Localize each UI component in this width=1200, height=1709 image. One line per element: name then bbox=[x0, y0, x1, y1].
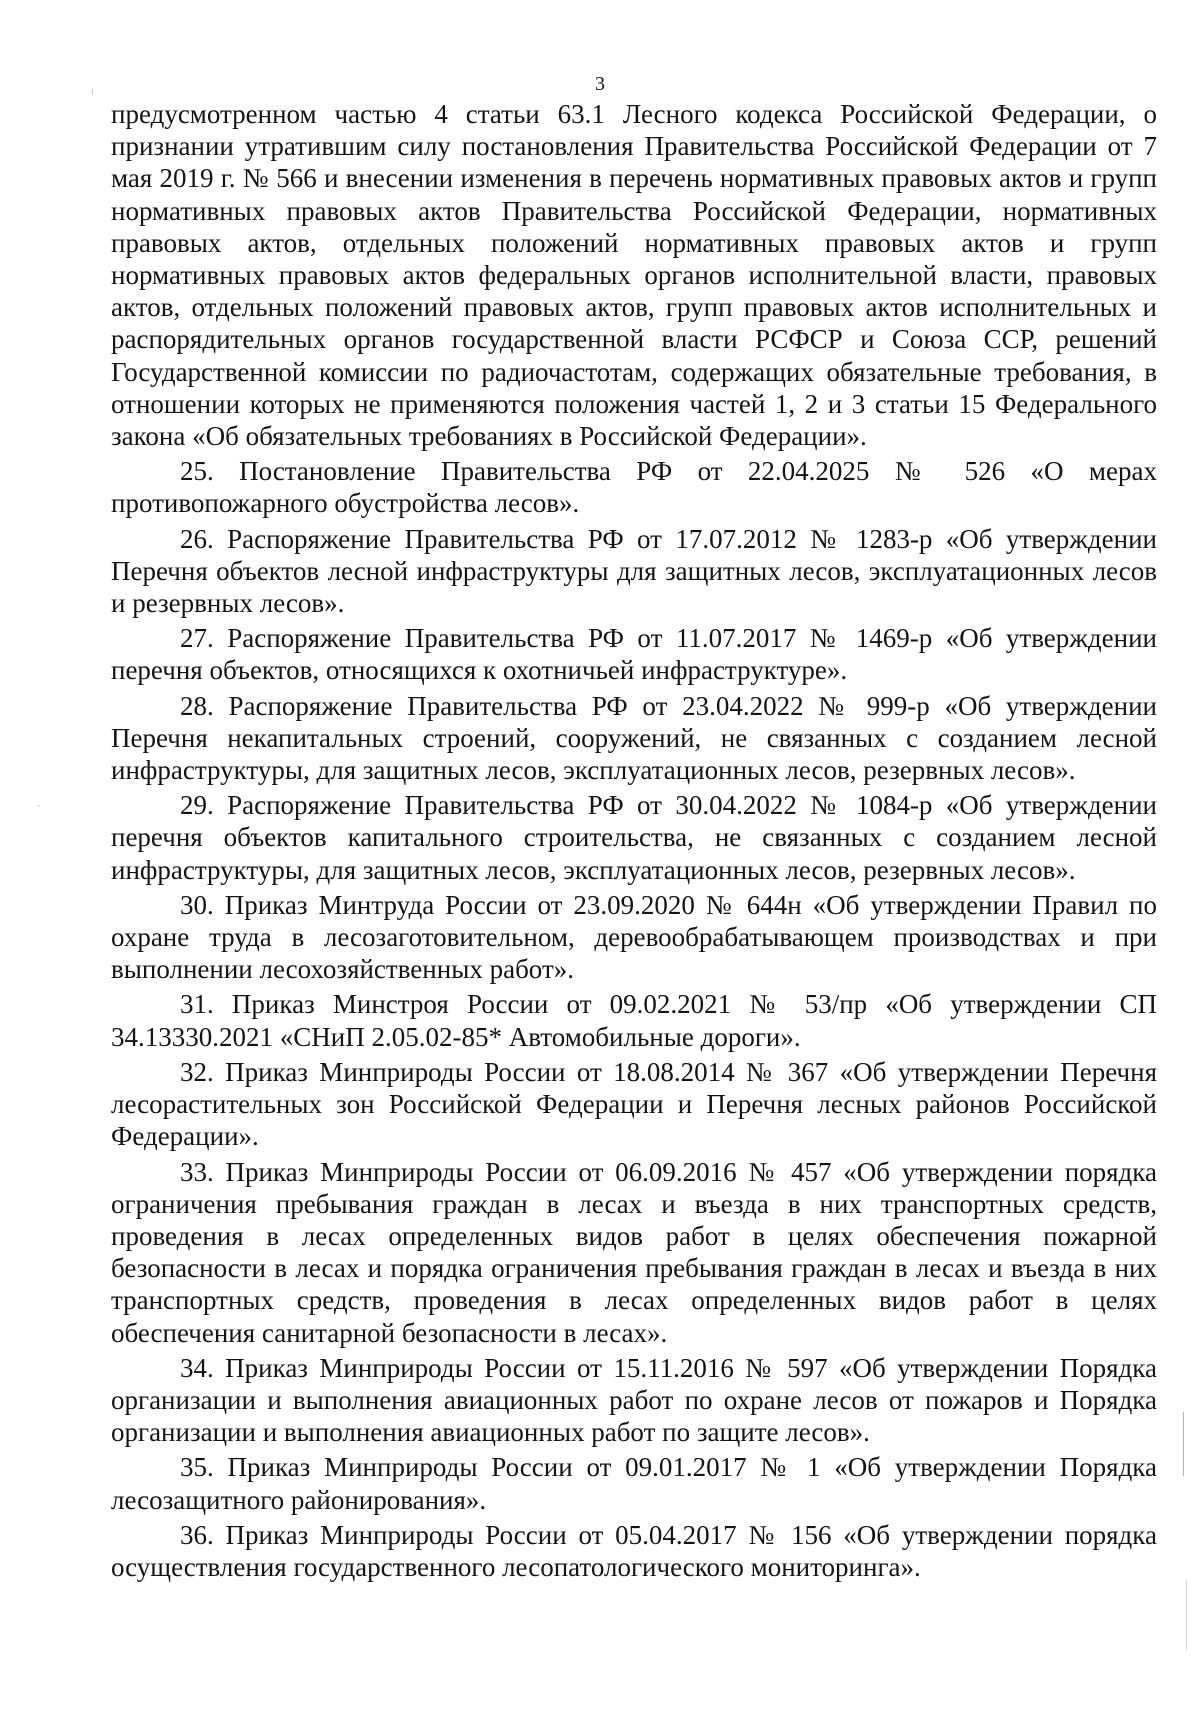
paragraph-continuation: предусмотренном частью 4 статьи 63.1 Лесного кодекса Российской Федерации, о признании утратившим силу постановления Правительства Российской Федерации от 7 мая 2019 г. № 566 и внесении изменения в перечень нормативных правовых актов и групп нормативных правовых актов Правительства Российской Федерации, нормативных правовых актов, отдельных положений нормативных правовых актов и групп нормативных правовых актов федеральных органов исполнительной власти, правовых актов, отдельных положений правовых актов, групп правовых актов исполнительных и распорядительных органов государственной власти РСФСР и Союза ССР, решений Государственной комиссии по радиочастотам, содержащих обязательные требования, в отношении которых не применяются положения частей 1, 2 и 3 статьи 15 Федерального закона «Об обязательных требованиях в Российской Федерации». bbox=[111, 99, 1157, 452]
list-item-36: 36. Приказ Минприроды России от 05.04.2017 № 156 «Об утверждении порядка осуществления государственного лесопатологического мониторинга». bbox=[111, 1519, 1157, 1582]
list-item-32: 32. Приказ Минприроды России от 18.08.2014 № 367 «Об утверждении Перечня лесорастительных зон Российской Федерации и Перечня лесных районов Российской Федерации». bbox=[111, 1056, 1157, 1152]
scan-artifact bbox=[92, 88, 93, 95]
page-number: 3 bbox=[595, 73, 605, 95]
list-item-28: 28. Распоряжение Правительства РФ от 23.04.2022 № 999-р «Об утверждении Перечня некапитальных строений, сооружений, не связанных с созданием лесной инфраструктуры, для защитных лесов, эксплуатационных лесов, резервных лесов». bbox=[111, 690, 1157, 786]
list-item-25: 25. Постановление Правительства РФ от 22.04.2025 № 526 «О мерах противопожарного обустройства лесов». bbox=[111, 456, 1157, 519]
list-item-27: 27. Распоряжение Правительства РФ от 11.07.2017 № 1469-р «Об утверждении перечня объектов, относящихся к охотничьей инфраструктуре». bbox=[111, 623, 1157, 686]
list-item-26: 26. Распоряжение Правительства РФ от 17.07.2012 № 1283-р «Об утверждении Перечня объектов лесной инфраструктуры для защитных лесов, эксплуатационных лесов и резервных лесов». bbox=[111, 523, 1157, 619]
list-item-30: 30. Приказ Минтруда России от 23.09.2020 № 644н «Об утверждении Правил по охране труда в лесозаготовительном, деревообрабатывающем производствах и при выполнении лесохозяйственных работ». bbox=[111, 889, 1157, 985]
document-body bbox=[111, 98, 1157, 1583]
list-item-34: 34. Приказ Минприроды России от 15.11.2016 № 597 «Об утверждении Порядка организации и выполнения авиационных работ по охране лесов от пожаров и Порядка организации и выполнения авиационных работ по защите лесов». bbox=[111, 1352, 1157, 1448]
scan-artifact bbox=[1186, 1580, 1187, 1650]
list-item-31: 31. Приказ Минстроя России от 09.02.2021 № 53/пр «Об утверждении СП 34.13330.2021 «СНиП 2.05.02-85* Автомобильные дороги». bbox=[111, 989, 1157, 1052]
scan-artifact bbox=[38, 805, 39, 807]
list-item-35: 35. Приказ Минприроды России от 09.01.2017 № 1 «Об утверждении Порядка лесозащитного районирования». bbox=[111, 1452, 1157, 1515]
list-item-29: 29. Распоряжение Правительства РФ от 30.04.2022 № 1084-р «Об утверждении перечня объектов капитального строительства, не связанных с созданием лесной инфраструктуры, для защитных лесов, эксплуатационных лесов, резервных лесов». bbox=[111, 790, 1157, 885]
scan-artifact bbox=[1183, 1412, 1184, 1476]
list-item-33: 33. Приказ Минприроды России от 06.09.2016 № 457 «Об утверждении порядка ограничения пребывания граждан в лесах и въезда в них транспортных средств, проведения в лесах определенных видов работ в целях обеспечения пожарной безопасности в лесах и порядка ограничения пребывания граждан в лесах и въезда в них транспортных средств, проведения в лесах определенных видов работ в целях обеспечения санитарной безопасности в лесах». bbox=[111, 1156, 1157, 1348]
